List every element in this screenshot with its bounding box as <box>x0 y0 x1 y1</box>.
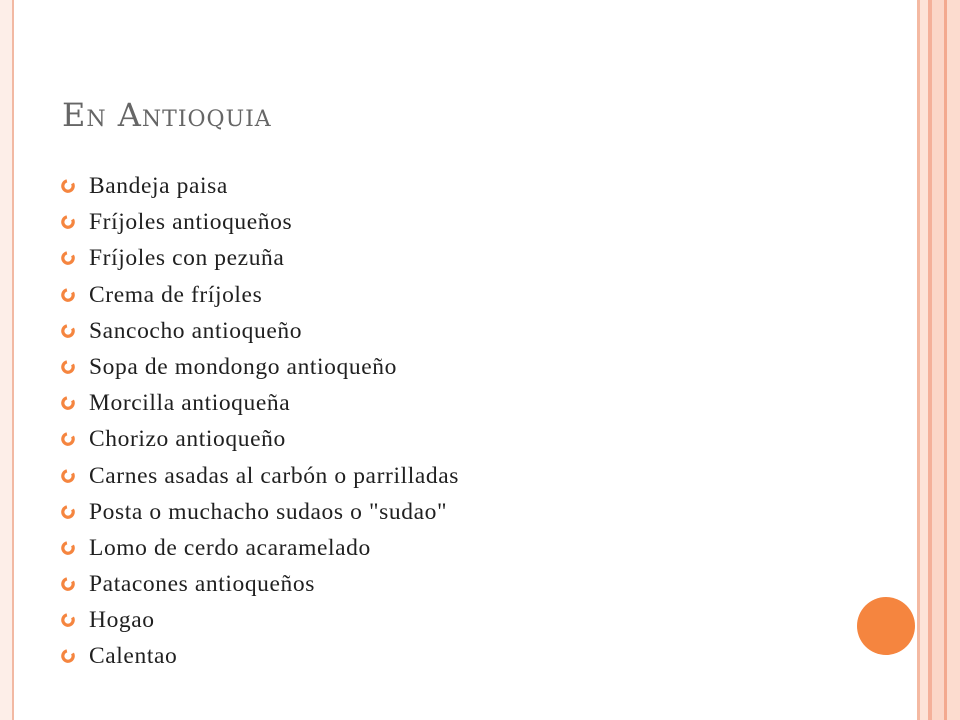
bullet-icon <box>60 648 76 664</box>
slide-title: En Antioquia <box>62 96 272 134</box>
list-item-text: Carnes asadas al carbón o parrilladas <box>89 462 459 489</box>
right-stripe <box>932 0 944 720</box>
list-item-text: Patacones antioqueños <box>89 571 316 598</box>
bullet-icon <box>60 250 76 266</box>
list-item-text: Calentao <box>89 643 178 670</box>
bullet-icon <box>60 431 76 447</box>
bullet-icon <box>60 178 76 194</box>
orange-circle-decoration <box>857 597 915 655</box>
bullet-icon <box>60 395 76 411</box>
bullet-icon <box>60 468 76 484</box>
bullet-icon <box>60 287 76 303</box>
bullet-icon <box>60 359 76 375</box>
list-item-text: Crema de fríjoles <box>89 281 263 308</box>
list-item-text: Sopa de mondongo antioqueño <box>89 353 397 380</box>
list-item-text: Fríjoles con pezuña <box>89 245 285 272</box>
left-frame-border <box>0 0 14 720</box>
list-item-text: Fríjoles antioqueños <box>89 209 293 236</box>
list-item-text: Bandeja paisa <box>89 173 228 199</box>
list-item-text: Chorizo antioqueño <box>89 426 286 453</box>
bullet-icon <box>60 540 76 556</box>
list-item-text: Lomo de cerdo acaramelado <box>89 534 371 561</box>
bullet-icon <box>60 214 76 230</box>
bullet-icon <box>60 504 76 520</box>
right-stripe <box>947 0 960 720</box>
list-item-text: Sancocho antioqueño <box>89 317 303 344</box>
list-item-text: Morcilla antioqueña <box>89 390 291 417</box>
list-item-text: Posta o muchacho sudaos o "sudao" <box>89 498 448 525</box>
bullet-icon <box>60 612 76 628</box>
bullet-icon <box>60 323 76 339</box>
bullet-icon <box>60 576 76 592</box>
right-stripe <box>920 0 928 720</box>
list-item-text: Hogao <box>89 607 155 634</box>
